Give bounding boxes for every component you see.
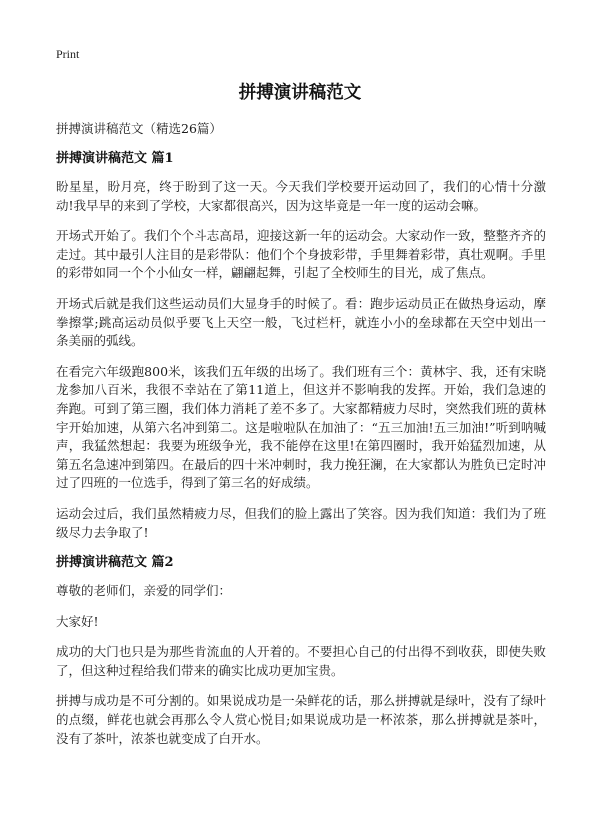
paragraph: 成功的大门也只是为那些肯流血的人开着的。不要担心自己的付出得不到收获，即使失败了，但这种过程给我们带来的确实比成功更加宝贵。 [56, 644, 546, 678]
paragraph: 盼星星，盼月亮，终于盼到了这一天。今天我们学校要开运动回了，我们的心情十分激动!我早早的来到了学校，大家都很高兴，因为这毕竟是一年一度的运动会嘛。 [56, 179, 546, 213]
paragraph: 运动会过后，我们虽然精疲力尽，但我们的脸上露出了笑容。因为我们知道：我们为了班级尽力去争取了! [56, 505, 546, 540]
section-heading-2: 拼搏演讲稿范文 篇2 [56, 555, 174, 571]
paragraph: 尊敬的老师们，亲爱的同学们： [56, 583, 232, 599]
paragraph: 在看完六年级跑800米，该我们五年级的出场了。我们班有三个：黄林宇、我，还有宋晓龙参加八百米，我很不幸站在了第11道上，但这并不影响我的发挥。开始，我们急速的奔跑。可到了第三圈，我们体力消耗了差不多了。大家都精疲力尽时，突然我们班的黄林宇开始加速，从第六名冲到第二。这是啦啦队在加油了：“五三加油!五三加油!”听到呐喊声，我猛然想起：我要为班级争光，我不能停在这里!在第四圈时，我开始猛烈加速，从第五名急速冲到第四。在最后的四十米冲刺时，我力挽狂澜，在大家都认为胜负已定时冲过了四班的一位选手，得到了第三名的好成绩。 [56, 363, 546, 491]
page-title: 拼搏演讲稿范文 [238, 83, 362, 103]
article-subtitle: 拼搏演讲稿范文（精选26篇） [56, 121, 222, 136]
paragraph: 开场式后就是我们这些运动员们大显身手的时候了。看：跑步运动员正在做热身运动，摩拳擦掌;跳高运动员似乎要飞上天空一般，飞过栏杆，就连小小的垒球都在天空中划出一条美丽的弧线。 [56, 295, 546, 349]
paragraph: 开场式开始了。我们个个斗志高昂，迎接这新一年的运动会。大家动作一致，整整齐齐的走过。其中最引人注目的是彩带队：他们个个身披彩带，手里舞着彩带，真壮观啊。手里的彩带如同一个个小仙女一样，翩翩起舞，引起了全校师生的目光，成了焦点。 [56, 228, 546, 281]
print-link[interactable]: Print [56, 47, 80, 61]
article-body [56, 121, 546, 760]
paragraph: 拼搏与成功是不可分割的。如果说成功是一朵鲜花的话，那么拼搏就是绿叶，没有了绿叶的点缀，鲜花也就会再那么令人赏心悦目;如果说成功是一杯浓茶，那么拼搏就是茶叶，没有了茶叶，浓茶也就变成了白开水。 [56, 693, 546, 746]
paragraph: 大家好! [56, 613, 99, 629]
section-heading-1: 拼搏演讲稿范文 篇1 [56, 151, 174, 166]
